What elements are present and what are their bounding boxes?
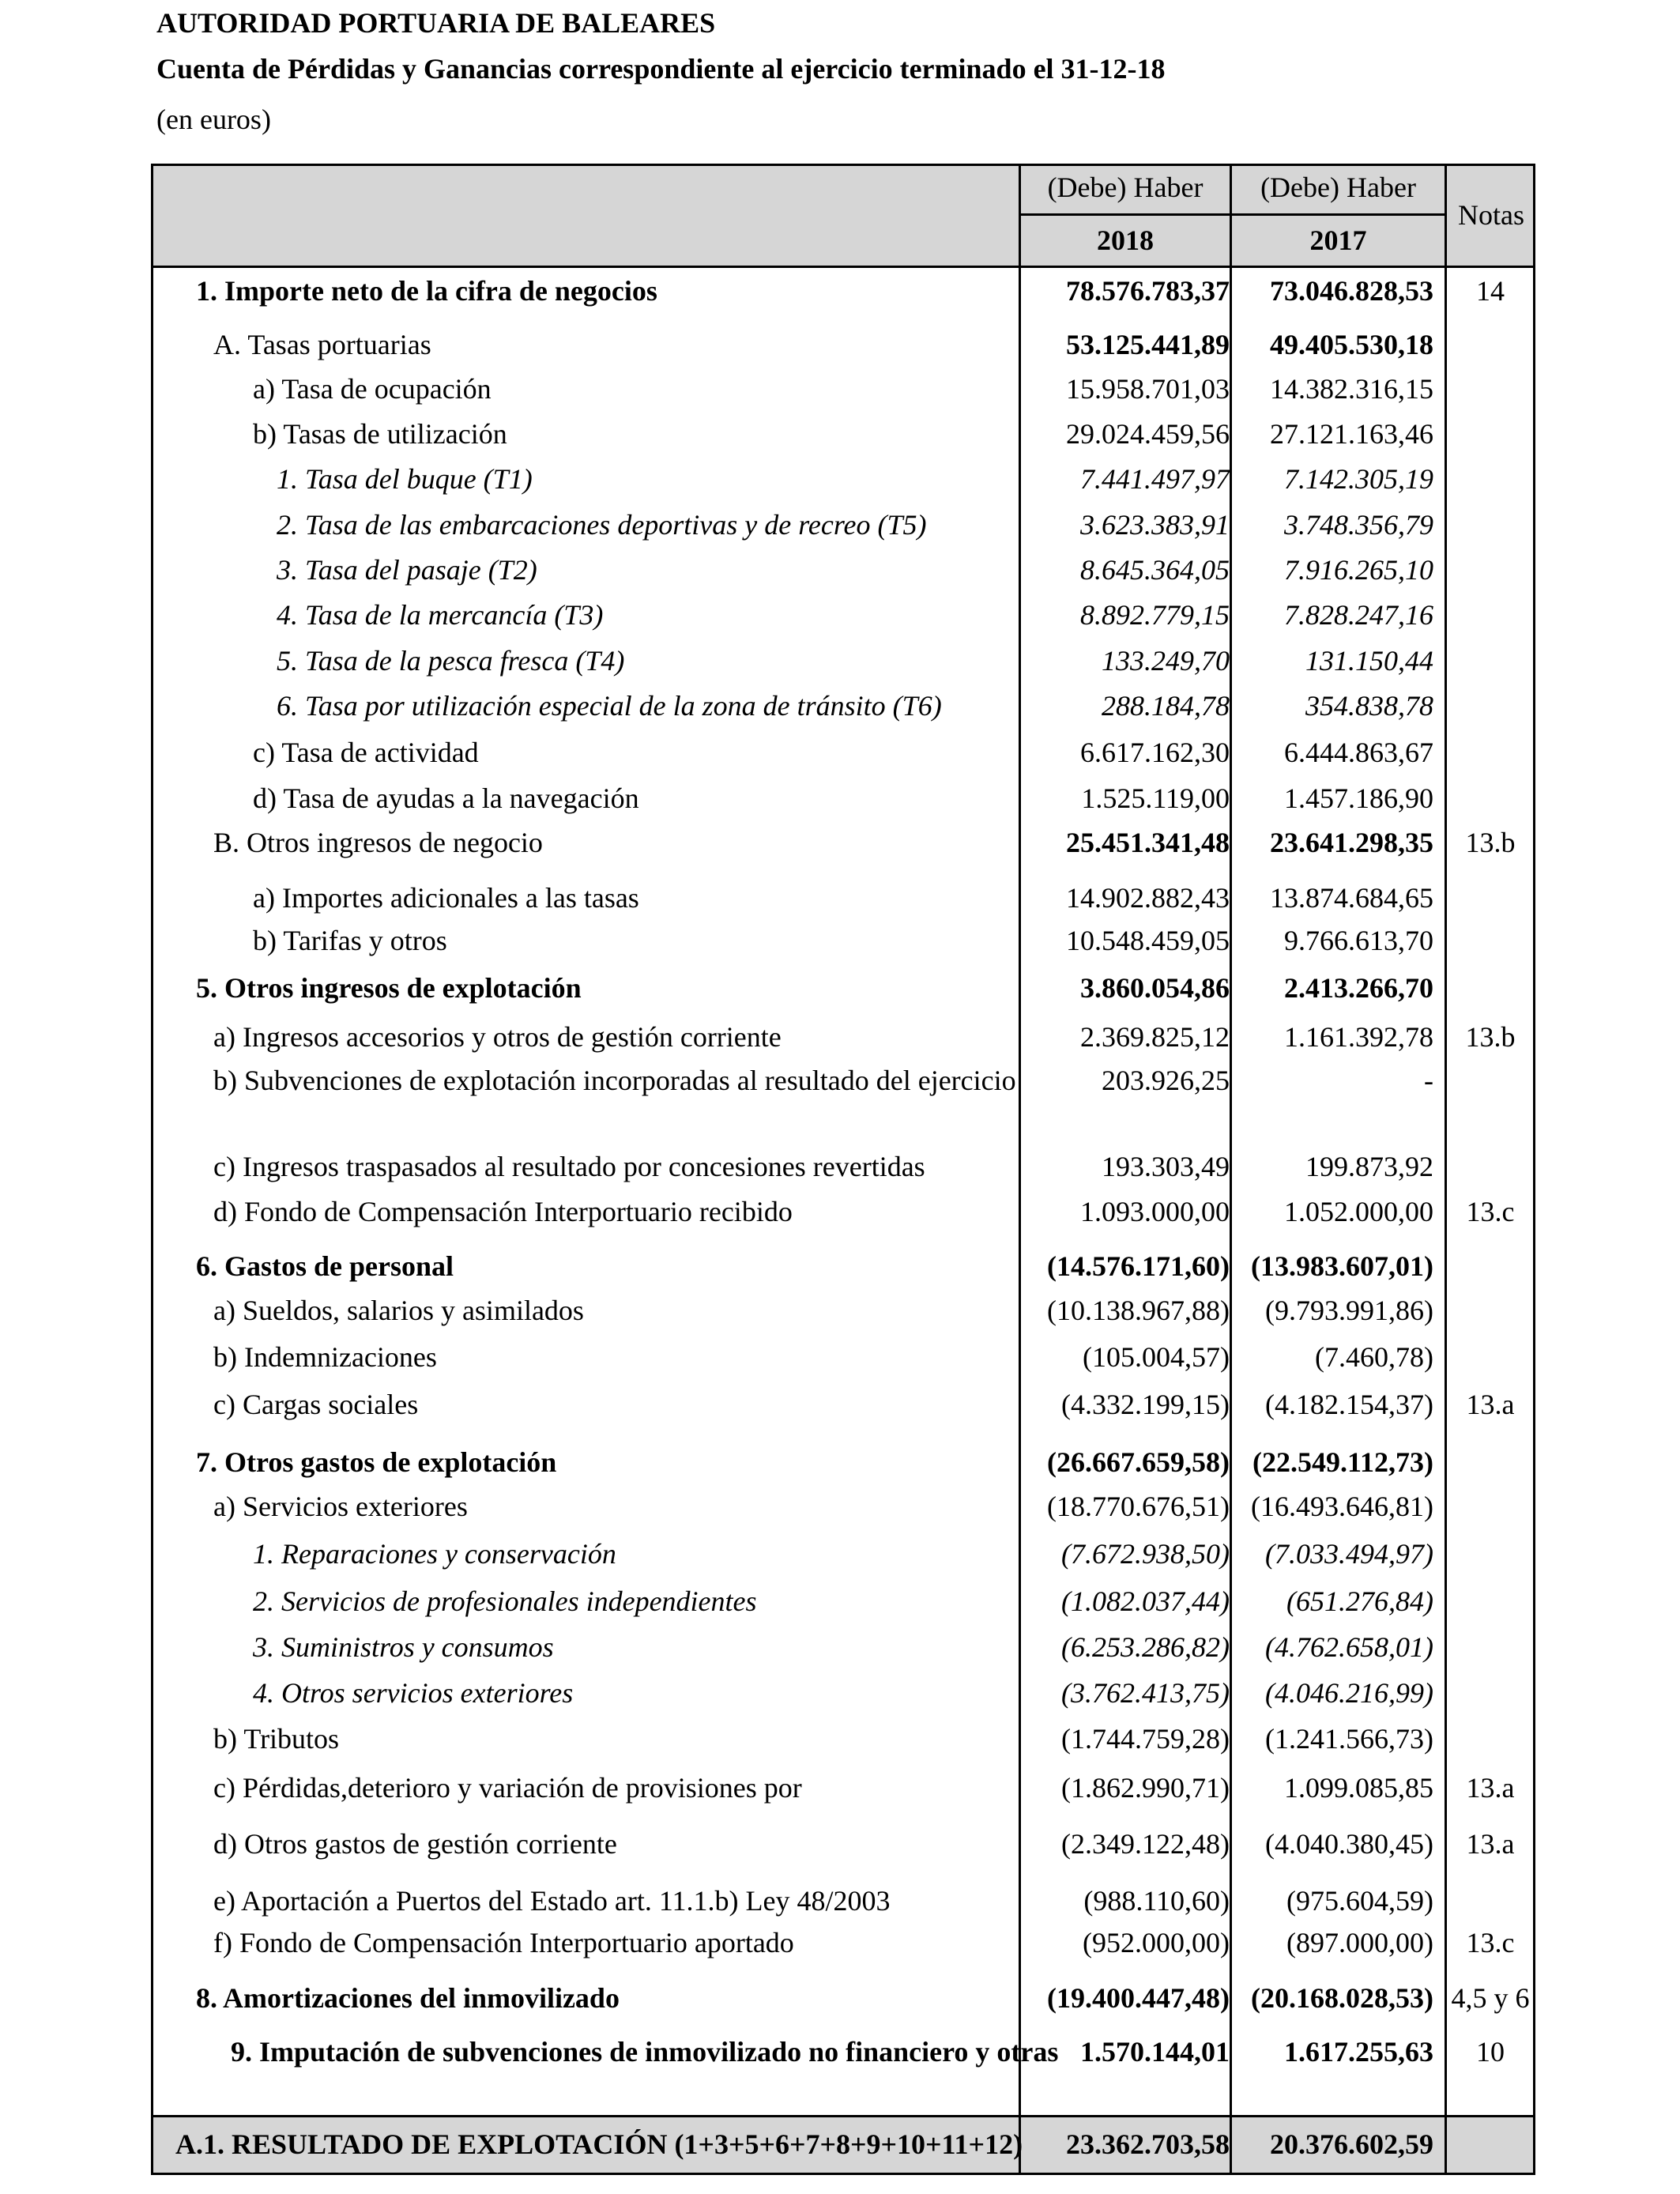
value-2017: (4.182.154,37) (1265, 1389, 1433, 1420)
row-label: 3. Suministros y consumos (253, 1631, 554, 1663)
value-2017: (4.046.216,99) (1265, 1677, 1433, 1709)
value-2017: 14.382.316,15 (1270, 373, 1433, 405)
row-note: 13.a (1466, 1389, 1515, 1420)
row-label: a) Sueldos, salarios y asimilados (213, 1295, 584, 1326)
value-2017: 23.641.298,35 (1270, 827, 1433, 858)
value-2018: 1.093.000,00 (1080, 1196, 1230, 1227)
row-label: 5. Tasa de la pesca fresca (T4) (277, 645, 625, 677)
value-2017: (975.604,59) (1286, 1885, 1433, 1917)
row-label: 6. Gastos de personal (196, 1250, 454, 1282)
header-divider-years (1019, 213, 1446, 216)
row-label: a) Ingresos accesorios y otros de gestión corriente (213, 1021, 782, 1053)
value-2017: 9.766.613,70 (1284, 925, 1433, 956)
row-label: 4. Tasa de la mercancía (T3) (277, 599, 604, 631)
col-2017-label: (Debe) Haber (1260, 172, 1416, 203)
row-label: f) Fondo de Compensación Interportuario aportado (213, 1927, 794, 1958)
column-divider-notes (1445, 164, 1447, 2175)
value-2017: 13.874.684,65 (1270, 882, 1433, 914)
value-2018: (7.672.938,50) (1061, 1538, 1230, 1570)
value-2017: 1.099.085,85 (1284, 1772, 1433, 1804)
value-2017: 199.873,92 (1305, 1151, 1433, 1182)
value-2018: 23.362.703,58 (1066, 2128, 1230, 2160)
value-2017: 1.161.392,78 (1284, 1021, 1433, 1053)
row-note: 13.b (1465, 827, 1516, 858)
value-2017: (1.241.566,73) (1265, 1723, 1433, 1755)
value-2018: (10.138.967,88) (1047, 1295, 1230, 1326)
row-note: 13.c (1466, 1927, 1515, 1958)
value-2017: 1.052.000,00 (1284, 1196, 1433, 1227)
row-label: d) Fondo de Compensación Interportuario recibido (213, 1196, 793, 1227)
row-label: 1. Importe neto de la cifra de negocios (196, 275, 657, 307)
value-2017: - (1424, 1065, 1433, 1096)
row-label: c) Cargas sociales (213, 1389, 419, 1420)
value-2018: 193.303,49 (1102, 1151, 1230, 1182)
value-2018: (105.004,57) (1083, 1341, 1230, 1373)
units-note: (en euros) (156, 104, 271, 135)
value-2018: 1.570.144,01 (1080, 2036, 1230, 2068)
col-notes-label: Notas (1458, 199, 1524, 231)
value-2018: 3.623.383,91 (1080, 509, 1230, 541)
value-2017: 1.617.255,63 (1284, 2036, 1433, 2068)
header-divider-bottom (151, 266, 1535, 268)
row-label: a) Importes adicionales a las tasas (253, 882, 639, 914)
col-2018-year: 2018 (1097, 224, 1154, 256)
row-label: 1. Reparaciones y conservación (253, 1538, 616, 1570)
value-2017: (16.493.646,81) (1251, 1491, 1433, 1522)
value-2018: 29.024.459,56 (1066, 418, 1230, 450)
value-2018: 25.451.341,48 (1066, 827, 1230, 858)
value-2018: (2.349.122,48) (1061, 1828, 1230, 1860)
value-2017: 27.121.163,46 (1270, 418, 1433, 450)
value-2018: (4.332.199,15) (1061, 1389, 1230, 1420)
row-label: B. Otros ingresos de negocio (213, 827, 543, 858)
value-2018: 288.184,78 (1102, 690, 1230, 722)
row-label: 6. Tasa por utilización especial de la zona de tránsito (T6) (277, 690, 942, 722)
row-label: a) Servicios exteriores (213, 1491, 468, 1522)
row-label: 8. Amortizaciones del inmovilizado (196, 1982, 620, 2014)
value-2017: (22.549.112,73) (1252, 1446, 1433, 1478)
row-label: b) Subvenciones de explotación incorporadas al resultado del ejercicio (213, 1065, 1016, 1096)
row-note: 13.c (1466, 1196, 1515, 1227)
value-2018: 78.576.783,37 (1066, 275, 1230, 307)
row-label: b) Tarifas y otros (253, 925, 447, 956)
row-label: b) Indemnizaciones (213, 1341, 437, 1373)
value-2018: 203.926,25 (1102, 1065, 1230, 1096)
value-2018: (988.110,60) (1083, 1885, 1230, 1917)
value-2017: (20.168.028,53) (1251, 1982, 1433, 2014)
value-2017: 20.376.602,59 (1270, 2128, 1433, 2160)
column-divider-2018 (1019, 164, 1021, 2175)
value-2018: (1.082.037,44) (1061, 1585, 1230, 1617)
result-row-divider (151, 2115, 1535, 2117)
value-2017: (9.793.991,86) (1265, 1295, 1433, 1326)
value-2018: (1.744.759,28) (1061, 1723, 1230, 1755)
value-2017: 7.142.305,19 (1284, 463, 1433, 495)
row-label: d) Tasa de ayudas a la navegación (253, 782, 639, 814)
value-2018: (1.862.990,71) (1061, 1772, 1230, 1804)
value-2017: 1.457.186,90 (1284, 782, 1433, 814)
value-2018: (952.000,00) (1083, 1927, 1230, 1958)
row-label: A. Tasas portuarias (213, 329, 431, 360)
value-2017: 3.748.356,79 (1284, 509, 1433, 541)
row-note: 10 (1476, 2036, 1505, 2068)
value-2017: (7.033.494,97) (1265, 1538, 1433, 1570)
row-label: c) Pérdidas,deterioro y variación de provisiones por (213, 1772, 802, 1804)
col-2018-label: (Debe) Haber (1047, 172, 1203, 203)
value-2017: 131.150,44 (1305, 645, 1433, 677)
row-note: 13.b (1465, 1021, 1516, 1053)
value-2018: 6.617.162,30 (1080, 737, 1230, 768)
value-2017: (897.000,00) (1286, 1927, 1433, 1958)
value-2018: 8.645.364,05 (1080, 554, 1230, 586)
row-label: 2. Servicios de profesionales independientes (253, 1585, 757, 1617)
row-label: 5. Otros ingresos de explotación (196, 972, 582, 1004)
value-2017: 73.046.828,53 (1270, 275, 1433, 307)
value-2018: 7.441.497,97 (1080, 463, 1230, 495)
value-2018: 8.892.779,15 (1080, 599, 1230, 631)
value-2017: 7.828.247,16 (1284, 599, 1433, 631)
row-label: 2. Tasa de las embarcaciones deportivas y de recreo (T5) (277, 509, 927, 541)
value-2018: (26.667.659,58) (1047, 1446, 1230, 1478)
value-2017: 354.838,78 (1305, 690, 1433, 722)
value-2018: 53.125.441,89 (1066, 329, 1230, 360)
row-label: 3. Tasa del pasaje (T2) (277, 554, 537, 586)
value-2018: 3.860.054,86 (1080, 972, 1230, 1004)
row-label: 1. Tasa del buque (T1) (277, 463, 533, 495)
value-2018: 15.958.701,03 (1066, 373, 1230, 405)
value-2017: (13.983.607,01) (1251, 1250, 1433, 1282)
organization-name: AUTORIDAD PORTUARIA DE BALEARES (156, 7, 716, 39)
row-label: 4. Otros servicios exteriores (253, 1677, 574, 1709)
value-2017: 2.413.266,70 (1284, 972, 1433, 1004)
row-label: d) Otros gastos de gestión corriente (213, 1828, 617, 1860)
value-2017: (4.040.380,45) (1265, 1828, 1433, 1860)
row-note: 13.a (1466, 1772, 1515, 1804)
row-label: 9. Imputación de subvenciones de inmovilizado no financiero y otras (231, 2036, 1059, 2068)
value-2018: 1.525.119,00 (1081, 782, 1230, 814)
value-2017: 7.916.265,10 (1284, 554, 1433, 586)
row-label: A.1. RESULTADO DE EXPLOTACIÓN (1+3+5+6+7+8+9+10+11+12) (175, 2128, 1023, 2160)
row-note: 13.a (1466, 1828, 1515, 1860)
value-2017: (7.460,78) (1315, 1341, 1433, 1373)
row-label: c) Tasa de actividad (253, 737, 479, 768)
row-label: 7. Otros gastos de explotación (196, 1446, 557, 1478)
row-label: e) Aportación a Puertos del Estado art. 11.1.b) Ley 48/2003 (213, 1885, 891, 1917)
value-2017: (651.276,84) (1286, 1585, 1433, 1617)
column-divider-2017 (1230, 164, 1232, 2175)
row-note: 4,5 y 6 (1451, 1982, 1530, 2014)
value-2018: 14.902.882,43 (1066, 882, 1230, 914)
value-2018: 2.369.825,12 (1080, 1021, 1230, 1053)
row-note: 14 (1476, 275, 1505, 307)
value-2018: (18.770.676,51) (1047, 1491, 1230, 1522)
value-2017: 6.444.863,67 (1284, 737, 1433, 768)
statement-title: Cuenta de Pérdidas y Ganancias correspondiente al ejercicio terminado el 31-12-18 (156, 53, 1166, 85)
value-2018: 133.249,70 (1102, 645, 1230, 677)
value-2018: 10.548.459,05 (1066, 925, 1230, 956)
row-label: b) Tributos (213, 1723, 340, 1755)
row-label: b) Tasas de utilización (253, 418, 507, 450)
row-label: c) Ingresos traspasados al resultado por concesiones revertidas (213, 1151, 925, 1182)
col-2017-year: 2017 (1309, 224, 1367, 256)
value-2017: 49.405.530,18 (1270, 329, 1433, 360)
value-2018: (14.576.171,60) (1047, 1250, 1230, 1282)
value-2018: (6.253.286,82) (1061, 1631, 1230, 1663)
value-2017: (4.762.658,01) (1265, 1631, 1433, 1663)
value-2018: (19.400.447,48) (1047, 1982, 1230, 2014)
value-2018: (3.762.413,75) (1061, 1677, 1230, 1709)
row-label: a) Tasa de ocupación (253, 373, 492, 405)
